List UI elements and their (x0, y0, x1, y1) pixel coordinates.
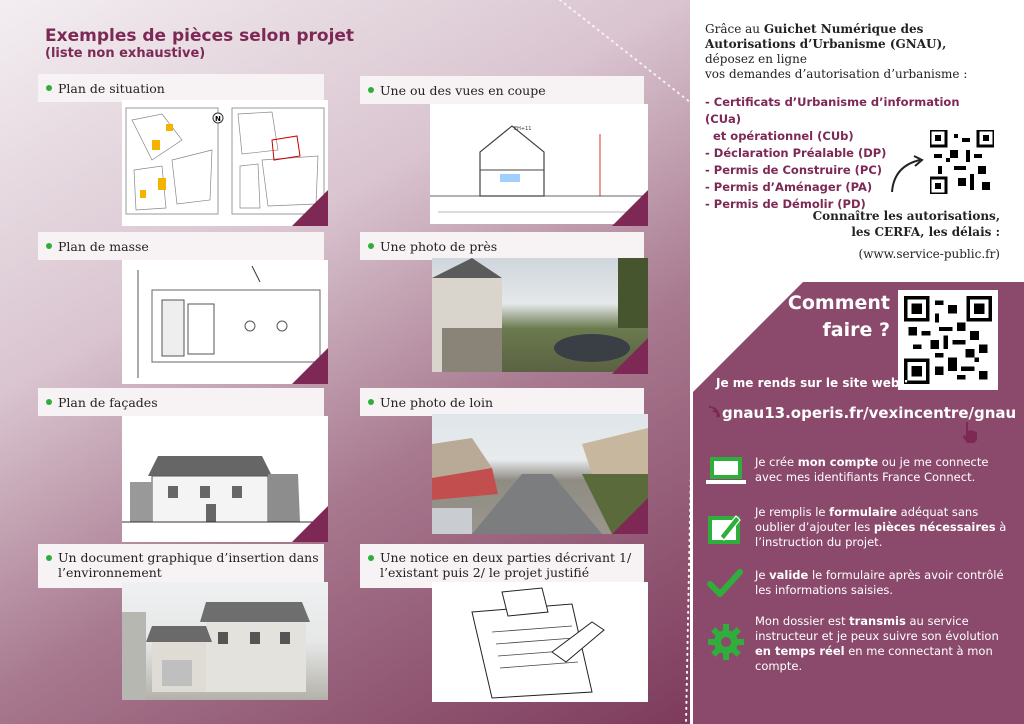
demande-item: - Certificats d’Urbanisme d’information (CUa) (705, 95, 960, 126)
service-public-link[interactable]: (www.service-public.fr) (858, 247, 1000, 261)
corner-accent (292, 506, 328, 542)
page-subtitle: (liste non exhaustive) (45, 46, 206, 61)
gnau-url-link[interactable]: gnau13.operis.fr/vexincentre/gnau (722, 404, 1017, 422)
svg-text:EH+11: EH+11 (514, 126, 532, 132)
corner-accent (292, 190, 328, 226)
know-authorisations: Connaître les autorisations, les CERFA, les délais : (www.service-public.fr) (800, 208, 1000, 262)
step-form: Je remplis le formulaire adéquat sans oublier d’ajouter les pièces nécessaires à l’instruction du projet. (755, 505, 1007, 549)
qr-code-gnau[interactable] (898, 290, 998, 390)
corner-accent (292, 348, 328, 384)
piece-label: Plan de situation (38, 74, 324, 102)
demande-item: - Permis de Démolir (PD) (705, 197, 866, 211)
bullet-icon (368, 243, 374, 249)
demande-item: - Déclaration Préalable (DP) (705, 146, 887, 160)
curved-arrow-icon (884, 152, 928, 196)
bullet-icon (368, 399, 374, 405)
piece-label: Une photo de loin (360, 388, 644, 416)
demande-item: - Permis de Construire (PC) (705, 163, 883, 177)
piece-label: Une photo de près (360, 232, 644, 260)
piece-label: Une ou des vues en coupe (360, 76, 644, 104)
comment-faire-title: Comment faire ? (787, 292, 890, 341)
qr-code-service-public[interactable] (930, 130, 994, 194)
demande-item: - Permis d’Aménager (PA) (705, 180, 873, 194)
step-transmit: Mon dossier est transmis au service instructeur et je peux suivre son évolution en temps réel en me connectant à mon compte. (755, 614, 999, 673)
corner-accent (612, 190, 648, 226)
piece-label: Un document graphique d’insertion dans l’environnement (38, 544, 324, 588)
demande-item: et opérationnel (CUb) (713, 129, 854, 143)
step-validate: Je valide le formulaire après avoir contrôlé les informations saisies. (755, 568, 1004, 597)
corner-accent (612, 498, 648, 534)
bullet-icon (368, 555, 374, 561)
check-icon (706, 568, 746, 600)
svg-text:N: N (215, 115, 221, 123)
step-account: Je crée mon compte ou je me connecte avec mes identifiants France Connect. (755, 455, 989, 484)
wifi-signal-icon (705, 401, 721, 421)
piece-label: Plan de façades (38, 388, 324, 416)
piece-label: Plan de masse (38, 232, 324, 260)
page-title: Exemples de pièces selon projet (45, 26, 355, 46)
laptop-icon (706, 455, 746, 487)
corner-accent (612, 338, 648, 374)
bullet-icon (46, 399, 52, 405)
piece-label: Une notice en deux parties décrivant 1/ l’existant puis 2/ le projet justifié (360, 544, 644, 588)
gnau-intro: Grâce au Guichet Numérique des Autorisations d’Urbanisme (GNAU), déposez en ligne vos demandes d’autorisation d’urbanisme : (705, 22, 968, 81)
document-insertion-image (122, 582, 328, 700)
bullet-icon (46, 555, 52, 561)
pointer-hand-icon (960, 420, 980, 444)
gear-icon (706, 622, 746, 662)
notice-image (432, 582, 648, 702)
site-web-label: Je me rends sur le site web : (716, 376, 909, 390)
form-edit-icon (706, 510, 746, 548)
bullet-icon (46, 243, 52, 249)
bullet-icon (46, 85, 52, 91)
bullet-icon (368, 87, 374, 93)
